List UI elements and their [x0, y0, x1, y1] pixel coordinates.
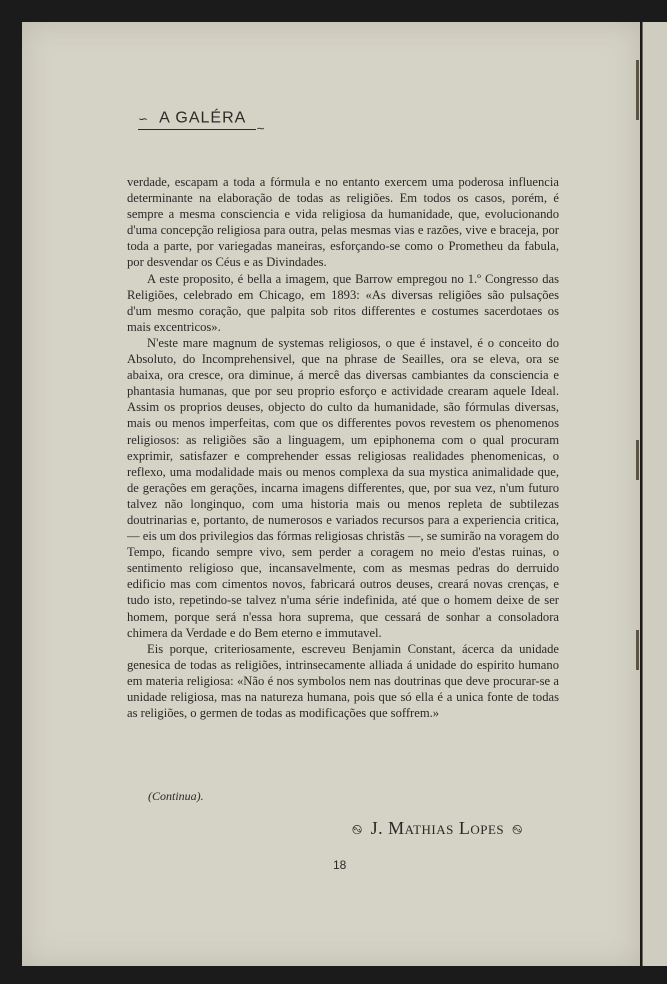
signature-ornament-left-icon: ࿊	[352, 822, 363, 837]
signature-ornament-right-icon: ࿊	[512, 822, 523, 837]
article-body	[127, 174, 559, 721]
running-header	[138, 108, 246, 128]
continua-note: (Continua).	[148, 789, 204, 803]
author-signature	[344, 815, 531, 852]
paragraph-1: verdade, escapam a toda a fórmula e no entanto exercem uma poderosa influencia determinante na elaboração de todas as religiões. Em todos os casos, porém, é sempre a mesma consciencia e vida religiosa da humanidade, que, evolucionando d'uma concepção religiosa para outra, pelas mesmas vias e razões, vive e braceja, por toda a parte, por variegadas maneiras, esforçando-se como o Prometheu da fabula, por desvendar os Céus e as Divindades.	[127, 175, 559, 270]
page-edge-mark	[636, 440, 639, 480]
next-page-edge	[642, 22, 667, 966]
page-edge-mark	[636, 60, 639, 120]
page-edge-mark	[636, 630, 639, 670]
paragraph-2: A este proposito, é bella a imagem, que Barrow empregou no 1.º Congresso das Religiões, celebrado em Chicago, em 1893: «As diversas religiões são pulsações d'um mesmo coração, que palpita sob ritos differentes e costumes sacerdotaes os mais excentricos».	[127, 271, 559, 334]
paragraph-4: Eis porque, criteriosamente, escreveu Benjamin Constant, ácerca da unidade genesica de todas as religiões, intrinsecamente alliada á unidade do espirito humano em materia religiosa: «Não é nos symbolos nem nas doutrinas que deve procurar-se a unidade religiosa, mas na natureza humana, pois que só ella é a unica fonte de todas as religiões, o germen de todas as modificações que soffrem.»	[127, 641, 559, 721]
paragraph-3: N'este mare magnum de systemas religiosos, o que é instavel, é o conceito do Absoluto, do Incomprehensivel, que na phrase de Seailles, ora se eleva, ora se abaixa, ora cresce, ora diminue, á mercê das diversas cambiantes da consciencia e phantasia humanas, que por seu proprio esforço e actividade crearam aquele Ideal. Assim os proprios deuses, objecto do culto da humanidade, são fórmulas diversas, mais ou menos imperfeitas, com que os differentes povos revestem os phenomenos religiosos: as religiões são a linguagem, um epiphonema com o qual procuram exprimir, satisfazer e comprehender essas religiosas realidades phenomenicas, o reflexo, uma modalidade mais ou menos complexa da sua mystica animalidade que, de gerações em gerações, incarna imagens differentes, que, por sua vez, n'um futuro talvez não longinquo, com uma historia mais ou menos repleta de subtilezas doutrinarias e, portanto, de numerosos e variados recursos para a experiencia critica, — eis um dos privilegios das fórmas religiosas christãs —, se sumirão na voragem do Tempo, ficando sempre vivo, sem perder a coragem no meio d'estas ruinas, o sentimento religioso que, incansavelmente, com as mesmas pedras do derruido edificio mas com cimentos novos, fabricará outros deuses, creará novas crenças, e tudo isto, repetindo-se talvez n'uma série indefinida, até que o homem deixe de ser homem, porque será n'essa hora suprema, que cessará de sonhar a consoladora chimera da Verdade e do Bem eterno e immutavel.	[127, 335, 559, 640]
header-title: A GALÉRA	[159, 109, 247, 127]
header-rule	[138, 129, 256, 130]
header-ornament-left-icon: ∽	[138, 111, 149, 126]
page-number: 18	[333, 858, 347, 872]
author-name: J. Mathias Lopes	[370, 818, 505, 838]
header-ornament-right-icon: ∼	[256, 122, 266, 135]
